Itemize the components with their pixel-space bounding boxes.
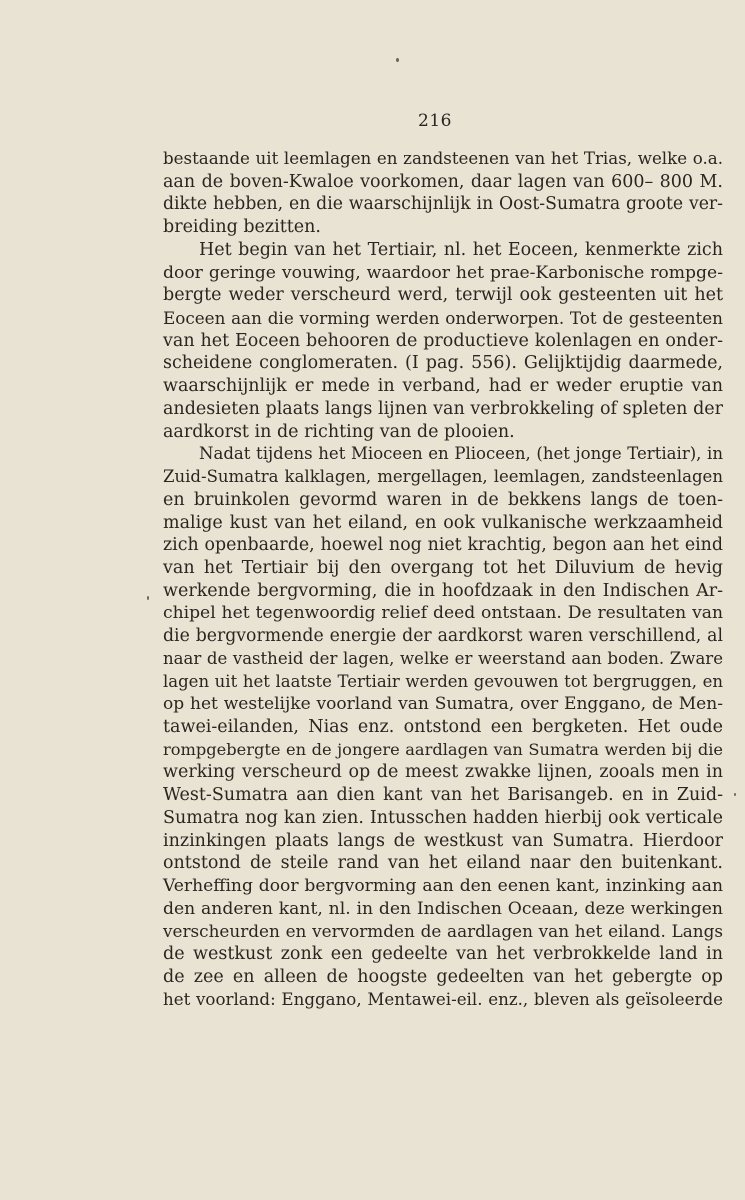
text-line: op het westelijke voorland van Sumatra, over Enggano, de Men- [163, 694, 723, 715]
paper-speck [396, 58, 399, 62]
text-line: bergte weder verscheurd werd, terwijl ook gesteenten uit het [163, 285, 723, 306]
text-line: dikte hebben, en die waarschijnlijk in Oost-Sumatra groote ver- [163, 194, 723, 215]
text-line: naar de vastheid der lagen, welke er weerstand aan boden. Zware [163, 648, 723, 668]
text-line: inzinkingen plaats langs de westkust van Sumatra. Hierdoor [163, 830, 723, 851]
text-line: tawei-eilanden, Nias enz. ontstond een bergketen. Het oude [163, 716, 723, 737]
text-line: Verheffing door bergvorming aan den eenen kant, inzinking aan [163, 876, 723, 896]
text-line: Sumatra nog kan zien. Intusschen hadden hierbij ook verticale [163, 807, 723, 828]
paper-speck [147, 596, 149, 600]
text-line: aardkorst in de richting van de plooien. [163, 421, 515, 442]
text-line: van het Tertiair bij den overgang tot het Diluvium de hevig [163, 557, 723, 578]
text-line: zich openbaarde, hoewel nog niet krachtig, begon aan het eind [163, 535, 723, 556]
text-line: verscheurden en vervormden de aardlagen van het eiland. Langs [163, 921, 723, 942]
text-line: de zee en alleen de hoogste gedeelten van het gebergte op [163, 966, 723, 987]
text-line: Eoceen aan die vorming werden onderworpen. Tot de gesteenten [163, 308, 723, 329]
text-line: werkende bergvorming, die in hoofdzaak in den Indischen Ar- [163, 580, 723, 601]
paper-speck [734, 793, 736, 796]
text-line: breiding bezitten. [163, 217, 321, 238]
text-line: lagen uit het laatste Tertiair werden gevouwen tot bergruggen, en [163, 671, 723, 691]
text-line: door geringe vouwing, waardoor het prae-Karbonische rompge- [163, 262, 723, 283]
text-line: ontstond de steile rand van het eiland naar den buitenkant. [163, 853, 723, 874]
paragraph-start: Nadat tijdens het Mioceen en Plioceen, (het jonge Tertiair), in [199, 444, 723, 464]
text-line: andesieten plaats langs lijnen van verbrokkeling of spleten der [163, 398, 723, 419]
text-line: West-Sumatra aan dien kant van het Barisangeb. en in Zuid- [163, 785, 723, 806]
text-line: malige kust van het eiland, en ook vulkanische werkzaamheid [163, 512, 723, 533]
text-line: waarschijnlijk er mede in verband, had er weder eruptie van [163, 376, 723, 397]
body-text [163, 148, 723, 1011]
text-line: werking verscheurd op de meest zwakke lijnen, zooals men in [163, 762, 723, 783]
text-line: die bergvormende energie der aardkorst waren verschillend, al [163, 626, 723, 647]
text-line: van het Eoceen behooren de productieve kolenlagen en onder- [163, 330, 723, 351]
text-line: chipel het tegenwoordig relief deed ontstaan. De resultaten van [163, 603, 723, 624]
paragraph-start: Het begin van het Tertiair, nl. het Eoceen, kenmerkte zich [199, 239, 723, 260]
text-line: aan de boven-Kwaloe voorkomen, daar lagen van 600– 800 M. [163, 171, 723, 192]
text-line: de westkust zonk een gedeelte van het verbrokkelde land in [163, 944, 723, 965]
text-line: rompgebergte en de jongere aardlagen van Sumatra werden bij die [163, 739, 723, 759]
text-line: en bruinkolen gevormd waren in de bekkens langs de toen- [163, 489, 723, 510]
text-line: Zuid-Sumatra kalklagen, mergellagen, leemlagen, zandsteenlagen [163, 467, 723, 487]
text-line: bestaande uit leemlagen en zandsteenen van het Trias, welke o.a. [163, 149, 723, 168]
text-line: het voorland: Enggano, Mentawei-eil. enz., bleven als geïsoleerde [163, 989, 723, 1009]
page-number: 216 [418, 111, 452, 131]
text-line: scheidene conglomeraten. (I pag. 556). Gelijktijdig daarmede, [163, 353, 723, 374]
text-line: den anderen kant, nl. in den Indischen Oceaan, deze werkingen [163, 898, 723, 919]
